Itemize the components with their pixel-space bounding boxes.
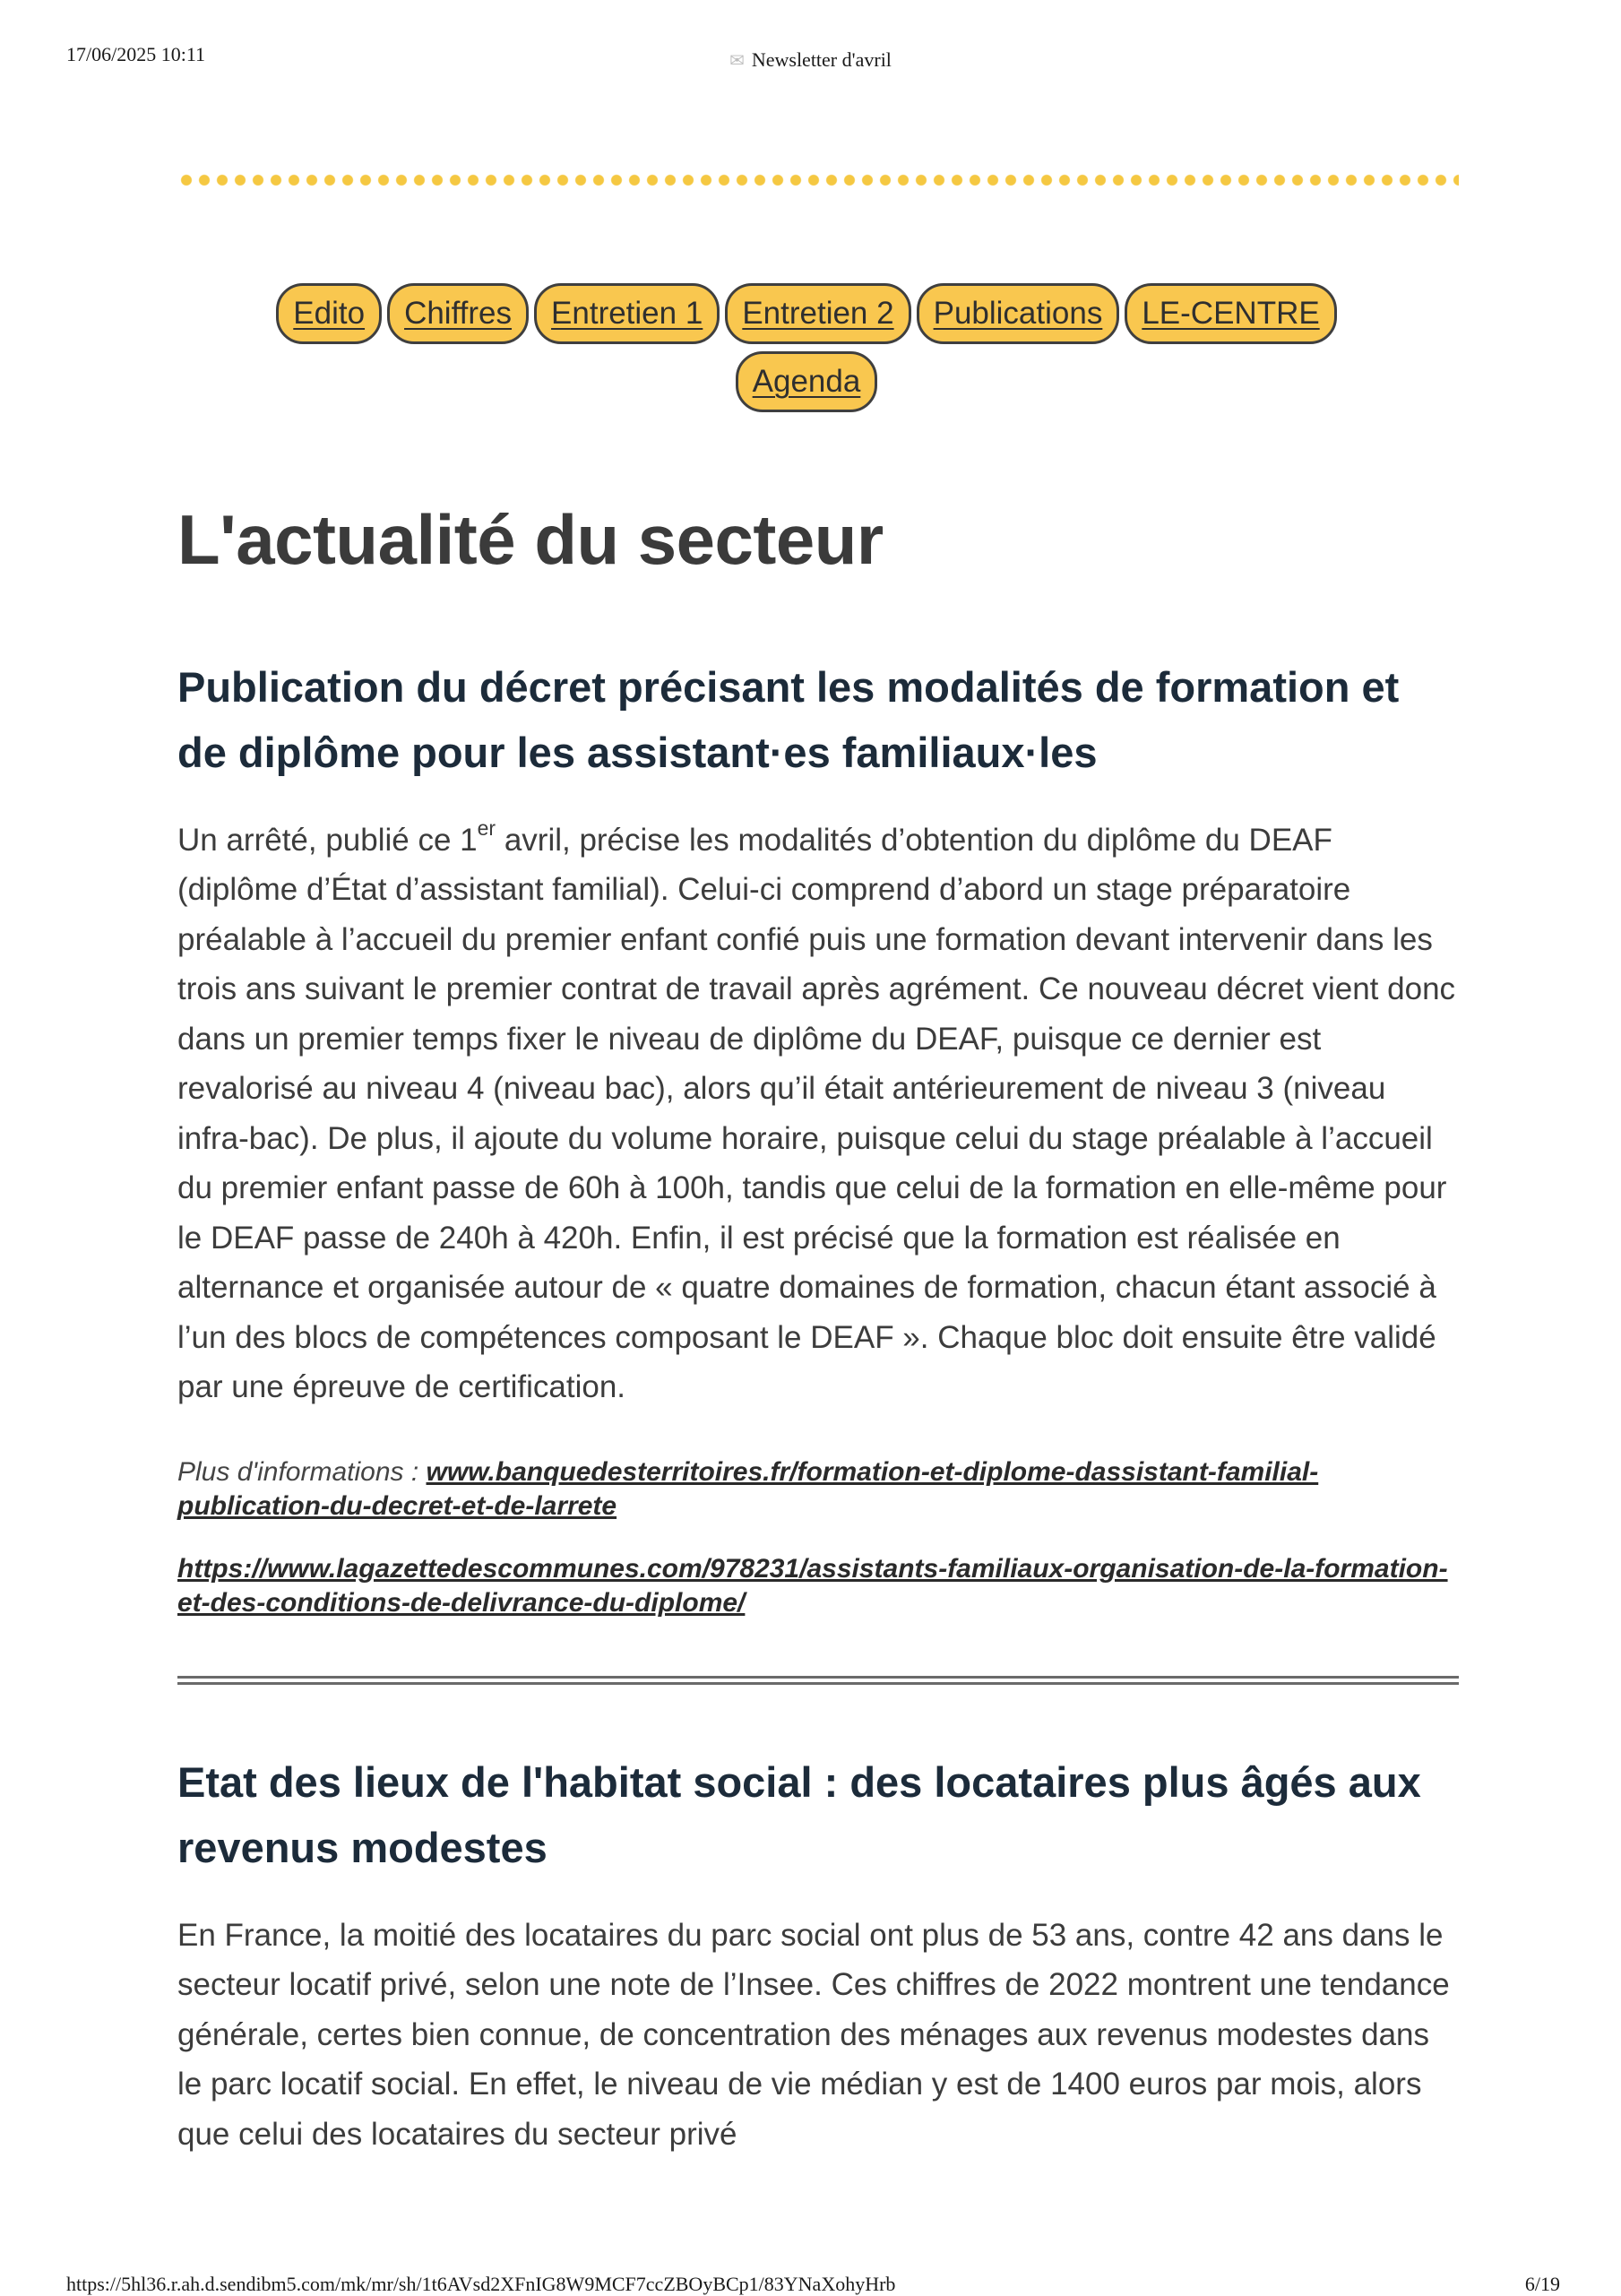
- article-body: En France, la moitié des locataires du parc social ont plus de 53 ans, contre 42 ans dans le secteur locatif privé, selon une note de l’Insee. Ces chiffres de 2022 montrent une tendance générale, certes bien connue, de concentration des ménages aux revenus modestes dans le parc locatif social. En effet, le niveau de vie médian y est de 1400 euros par mois, alors que celui des locataires du secteur privé: [177, 1917, 1450, 2152]
- article-divider: [177, 1676, 1459, 1685]
- article-title: Etat des lieux de l'habitat social : des locataires plus âgés aux revenus modestes: [177, 1757, 1421, 1871]
- article-deaf: [177, 654, 1459, 1620]
- print-footer: [0, 2273, 1621, 2296]
- link-banque-des-territoires[interactable]: www.banquedesterritoires.fr/formation-et-diplome-dassistant-familial-publication-du-decret-et-de-larrete: [177, 1456, 1319, 1521]
- page-number: 6/19: [1524, 2273, 1560, 2295]
- nav-link-entretien-1[interactable]: Entretien 1: [534, 283, 720, 344]
- envelope-icon: ✉: [729, 51, 745, 71]
- more-info: [177, 1455, 1459, 1523]
- nav-link-agenda[interactable]: Agenda: [736, 351, 878, 412]
- article-body: [177, 816, 1459, 1412]
- newsletter-content: [177, 502, 1459, 2159]
- print-title-wrap: [0, 48, 1621, 72]
- article-title: Publication du décret précisant les modalités de formation et de diplôme pour les assistant·es familiaux·les: [177, 662, 1400, 776]
- nav-link-chiffres[interactable]: Chiffres: [387, 283, 529, 344]
- nav-link-publications[interactable]: Publications: [917, 283, 1120, 344]
- more-info-2: [177, 1552, 1459, 1620]
- ordinal-superscript: er: [477, 816, 496, 841]
- nav-link-edito[interactable]: Edito: [276, 283, 382, 344]
- nav-link-entretien-2[interactable]: Entretien 2: [725, 283, 910, 344]
- link-gazette-des-communes[interactable]: https://www.lagazettedescommunes.com/978231/assistants-familiaux-organisation-de-la-formation-et-des-conditions-de-delivrance-du-diplome/: [177, 1553, 1448, 1618]
- nav-link-le-centre[interactable]: LE-CENTRE: [1125, 283, 1336, 344]
- article-habitat-social: [177, 1749, 1459, 2160]
- print-title: Newsletter d'avril: [751, 48, 892, 71]
- more-info-label: Plus d'informations :: [177, 1456, 427, 1487]
- article-body-start: Un arrêté, publié ce 1: [177, 822, 478, 858]
- section-nav: [224, 283, 1389, 412]
- dotted-divider: [177, 173, 1459, 187]
- print-datetime: 17/06/2025 10:11: [66, 43, 206, 65]
- print-header: [0, 43, 1621, 70]
- print-url: https://5hl36.r.ah.d.sendibm5.com/mk/mr/sh/1t6AVsd2XFnIG8W9MCF7ccZBOyBCp1/83YNaXohyHrb: [66, 2273, 896, 2295]
- section-title: L'actualité du secteur: [177, 500, 884, 579]
- article-body-rest: avril, précise les modalités d’obtention du diplôme du DEAF (diplôme d’État d’assistant familial). Celui-ci comprend d’abord un stage préparatoire préalable à l’accueil du premier enfant confié puis une formation devant intervenir dans les trois ans suivant le premier contrat de travail après agrément. Ce nouveau décret vient donc dans un premier temps fixer le niveau de diplôme du DEAF, puisque ce dernier est revalorisé au niveau 4 (niveau bac), alors qu’il était antérieurement de niveau 3 (niveau infra-bac). De plus, il ajoute du volume horaire, puisque celui du stage préalable à l’accueil du premier enfant passe de 60h à 100h, tandis que celui de la formation en elle-même pour le DEAF passe de 240h à 420h. Enfin, il est précisé que la formation est réalisée en alternance et organisée autour de « quatre domaines de formation, chacun étant associé à l’un des blocs de compétences composant le DEAF ». Chaque bloc doit ensuite être validé par une épreuve de certification.: [177, 822, 1456, 1405]
